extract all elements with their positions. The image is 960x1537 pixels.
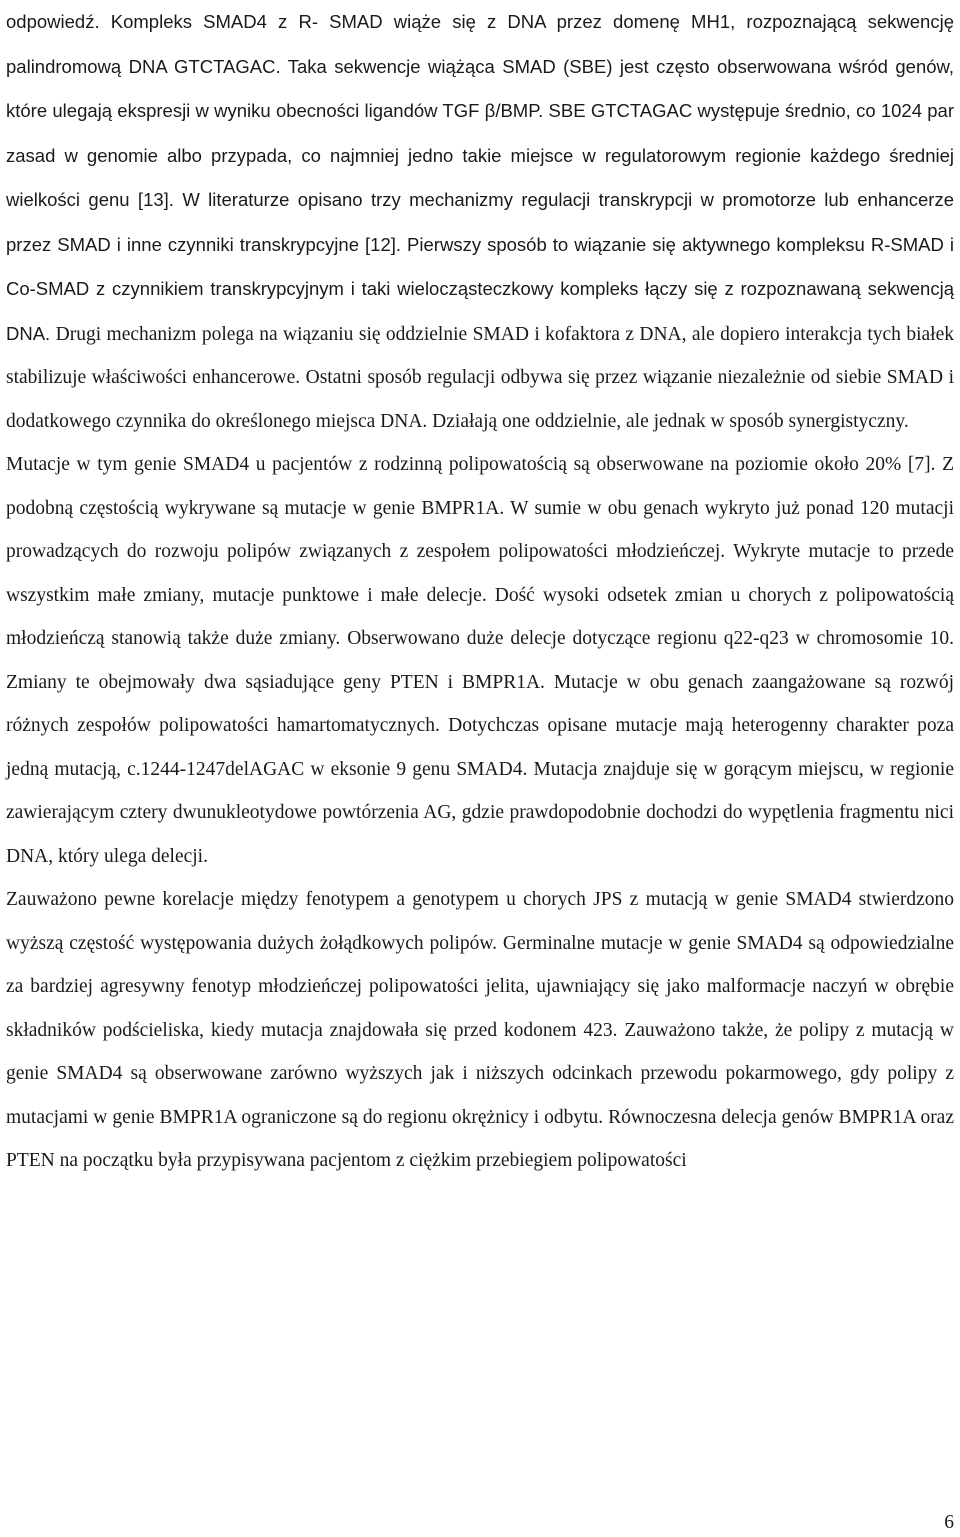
page-number: 6: [944, 1512, 954, 1533]
paragraph-text: SBE GTCTAGAC występuje średnio, co 1024 par zasad w genomie albo przypada, co najmniej jedno takie miejsce w regulatorowym regionie każdego średniej wielkości genu [13]. W literaturze opisano trzy mechanizmy regulacji transkrypcji w promotorze lub enhancerze przez SMAD i inne czynniki transkrypcyjne [12]. Pierwszy sposób to wiązanie się aktywnego kompleksu R-SMAD i Co-SMAD z czynnikiem transkrypcyjnym i taki wielocząsteczkowy kompleks łączy się z rozpoznawaną sekwencją DNA.: [6, 100, 954, 344]
paragraph: [6, 878, 954, 1183]
paragraph-text: Drugi mechanizm polega na wiązaniu się oddzielnie SMAD i kofaktora z DNA, ale dopiero interakcja tych białek stabilizuje właściwości enhancerowe. Ostatni sposób regulacji odbywa się przez wiązanie niezależnie od siebie SMAD i dodatkowego czynnika do określonego miejsca DNA. Działają one oddzielnie, ale jednak w sposób synergistyczny.: [6, 323, 954, 432]
document-page: [6, 0, 954, 1183]
paragraph: [6, 0, 954, 443]
paragraph: [6, 443, 954, 878]
paragraph-text: Mutacje w tym genie SMAD4 u pacjentów z rodzinną polipowatością są obserwowane na poziomie około 20% [7]. Z podobną częstością wykrywane są mutacje w genie BMPR1A. W sumie w obu genach wykryto już ponad 120 mutacji prowadzących do rozwoju polipów związanych z zespołem polipowatości młodzieńczej. Wykryte mutacje to przede wszystkim małe zmiany, mutacje punktowe i małe delecje. Dość wysoki odsetek zmian u chorych z polipowatością młodzieńczą stanowią także duże zmiany. Obserwowano duże delecje dotyczące regionu q22-q23 w chromosomie 10. Zmiany te obejmowały dwa sąsiadujące geny PTEN i BMPR1A. Mutacje w obu genach zaangażowane są rozwój różnych zespołów polipowatości hamartomatycznych. Dotychczas opisane mutacje mają heterogenny charakter poza jedną mutacją, c.1244-1247delAGAC w eksonie 9 genu SMAD4. Mutacja znajduje się w gorącym miejscu, w regionie zawierającym cztery dwunukleotydowe powtórzenia AG, gdzie prawdopodobnie dochodzi do wypętlenia fragmentu nici DNA, który ulega delecji.: [6, 454, 954, 867]
paragraph-text: odpowiedź. Kompleks SMAD4 z R- SMAD wiąże się z DNA przez domenę MH1, rozpoznającą sekwencję palindromową DNA GTCTAGAC. Taka sekwencje wiążąca SMAD (SBE) jest często obserwowana wśród genów, które ulegają ekspresji w wyniku obecności ligandów TGF β/BMP.: [6, 11, 954, 121]
paragraph-text: Zauważono pewne korelacje między fenotypem a genotypem u chorych JPS z mutacją w genie SMAD4 stwierdzono wyższą częstość występowania dużych żołądkowych polipów. Germinalne mutacje w genie SMAD4 są odpowiedzialne za bardziej agresywny fenotyp młodzieńczej polipowatości jelita, ujawniający się jako malformacje naczyń w obrębie składników podścieliska, kiedy mutacja znajdowała się przed kodonem 423. Zauważono także, że polipy z mutacją w genie SMAD4 są obserwowane zarówno wyższych jak i niższych odcinkach przewodu pokarmowego, gdy polipy z mutacjami w genie BMPR1A ograniczone są do regionu okrężnicy i odbytu. Równoczesna delecja genów BMPR1A oraz PTEN na początku była przypisywana pacjentom z ciężkim przebiegiem polipowatości: [6, 889, 954, 1171]
